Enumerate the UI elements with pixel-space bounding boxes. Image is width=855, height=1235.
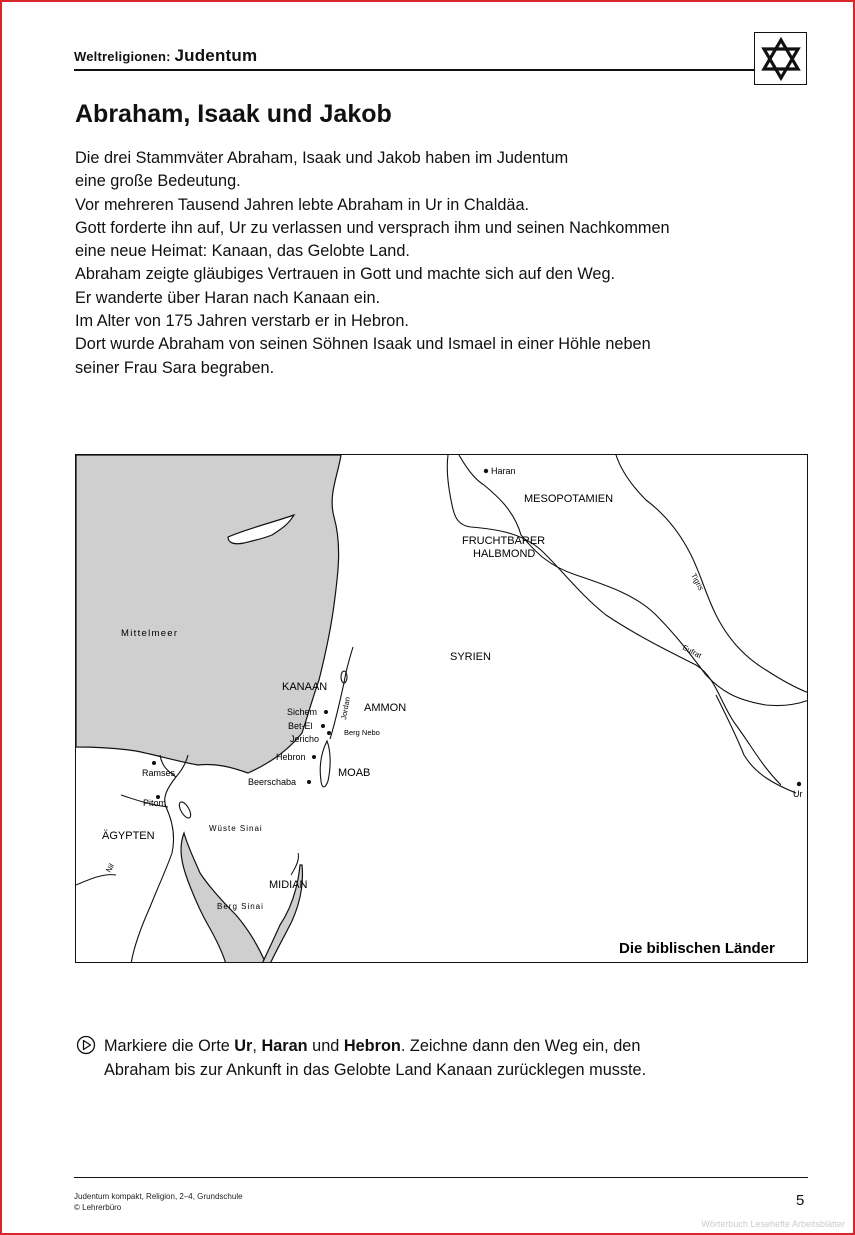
intro-line: Er wanderte über Haran nach Kanaan ein.	[75, 288, 381, 307]
task-place-haran: Haran	[261, 1037, 308, 1055]
label-kanaan: KANAAN	[282, 681, 328, 693]
map-caption: Die biblischen Länder	[619, 940, 775, 957]
tigris-river	[459, 455, 808, 706]
place-dot-jericho	[327, 731, 331, 735]
intro-text	[75, 147, 775, 380]
place-dot-sichem	[324, 710, 328, 714]
intro-line: Abraham zeigte gläubiges Vertrauen in Gott und machte sich auf den Weg.	[75, 265, 616, 284]
intro-line: Die drei Stammväter Abraham, Isaak und Jakob haben im Judentum	[75, 149, 569, 167]
intro-line: Dort wurde Abraham von seinen Söhnen Isaak und Ismael in einer Höhle neben	[75, 335, 651, 354]
label-berg-sinai: Berg Sinai	[217, 902, 264, 911]
label-nil: Nil	[103, 861, 117, 874]
jordan-river	[330, 647, 353, 739]
place-dot-hebron	[312, 755, 316, 759]
label-jordan: Jordan	[339, 696, 352, 721]
task-text-part: . Zeichne dann den Weg ein, den	[400, 1037, 641, 1055]
label-mesopotamien: MESOPOTAMIEN	[524, 493, 614, 505]
label-ramses: Ramses	[142, 768, 176, 778]
series-topic: Judentum	[174, 46, 258, 65]
label-moab: MOAB	[338, 767, 371, 779]
label-hebron: Hebron	[276, 752, 306, 762]
midian-coast	[291, 853, 299, 875]
place-dot-betel	[321, 724, 325, 728]
task-text-part: Markiere die Orte	[104, 1037, 235, 1055]
label-fruchtbarer: FRUCHTBARER	[462, 535, 546, 547]
intro-line: Gott forderte ihn auf, Ur zu verlassen und versprach ihm und seinen Nachkommen	[75, 218, 670, 237]
tigris-river	[616, 455, 808, 693]
label-wueste-sinai: Wüste Sinai	[209, 824, 263, 833]
task-line-1	[104, 1034, 794, 1058]
task-line-2: Abraham bis zur Ankunft in das Gelobte Land Kanaan zurücklegen musste.	[104, 1061, 647, 1079]
series-header	[74, 46, 257, 66]
label-sichem: Sichem	[287, 707, 318, 717]
task-text-part: ,	[252, 1037, 262, 1055]
coast-line	[76, 875, 116, 885]
watermark: Wörterbuch Lesehefte Arbeitsblätter	[701, 1219, 845, 1229]
label-tigris: Tigris	[689, 571, 706, 592]
label-haran: Haran	[491, 466, 516, 476]
intro-line: eine große Bedeutung.	[75, 172, 241, 191]
footer-rule	[74, 1177, 808, 1178]
header-rule	[74, 69, 754, 71]
place-dot-haran	[484, 469, 488, 473]
page-title: Abraham, Isaak und Jakob	[75, 100, 392, 128]
task-place-hebron: Hebron	[343, 1037, 401, 1055]
place-dot-ramses	[152, 761, 156, 765]
page-number: 5	[796, 1192, 805, 1209]
intro-line: seiner Frau Sara begraben.	[75, 358, 275, 377]
intro-line: Vor mehreren Tausend Jahren lebte Abraham in Ur in Chaldäa.	[75, 195, 530, 214]
red-sea	[181, 833, 266, 963]
label-betel: Bet-El	[288, 721, 313, 731]
footer-credits	[74, 1191, 243, 1213]
label-aegypten: ÄGYPTEN	[102, 830, 155, 842]
play-circle-icon	[76, 1035, 96, 1055]
biblical-lands-map	[75, 454, 808, 963]
intro-line: eine neue Heimat: Kanaan, das Gelobte Land.	[75, 242, 410, 261]
label-jericho: Jericho	[290, 734, 320, 744]
task-text-part: und	[307, 1037, 344, 1055]
place-dot-beerschaba	[307, 780, 311, 784]
label-eufrat: Eufrat	[681, 642, 703, 661]
label-midian: MIDIAN	[269, 879, 308, 891]
label-syrien: SYRIEN	[450, 651, 491, 663]
place-dot-ur	[797, 782, 801, 786]
label-beerschaba: Beerschaba	[248, 777, 297, 787]
label-mittelmeer: Mittelmeer	[121, 628, 179, 639]
task-text	[104, 1034, 794, 1082]
label-ammon: AMMON	[364, 702, 407, 714]
euphrates-river	[447, 455, 781, 785]
footer-copyright: © Lehrerbüro	[74, 1203, 122, 1212]
task-place-ur: Ur	[234, 1037, 253, 1055]
euphrates-branch	[716, 695, 796, 793]
label-pitom: Pitom	[143, 798, 167, 808]
dead-sea	[320, 741, 330, 787]
star-of-david-icon	[754, 32, 807, 85]
label-ur: Ur	[793, 789, 803, 799]
footer-book: Judentum kompakt, Religion, 2–4, Grundschule	[74, 1192, 243, 1201]
label-berg-nebo: Berg Nebo	[344, 728, 380, 737]
bitter-lake	[177, 800, 193, 820]
intro-line: Im Alter von 175 Jahren verstarb er in Hebron.	[75, 312, 409, 331]
series-prefix: Weltreligionen:	[74, 49, 171, 64]
label-halbmond: HALBMOND	[473, 548, 536, 560]
